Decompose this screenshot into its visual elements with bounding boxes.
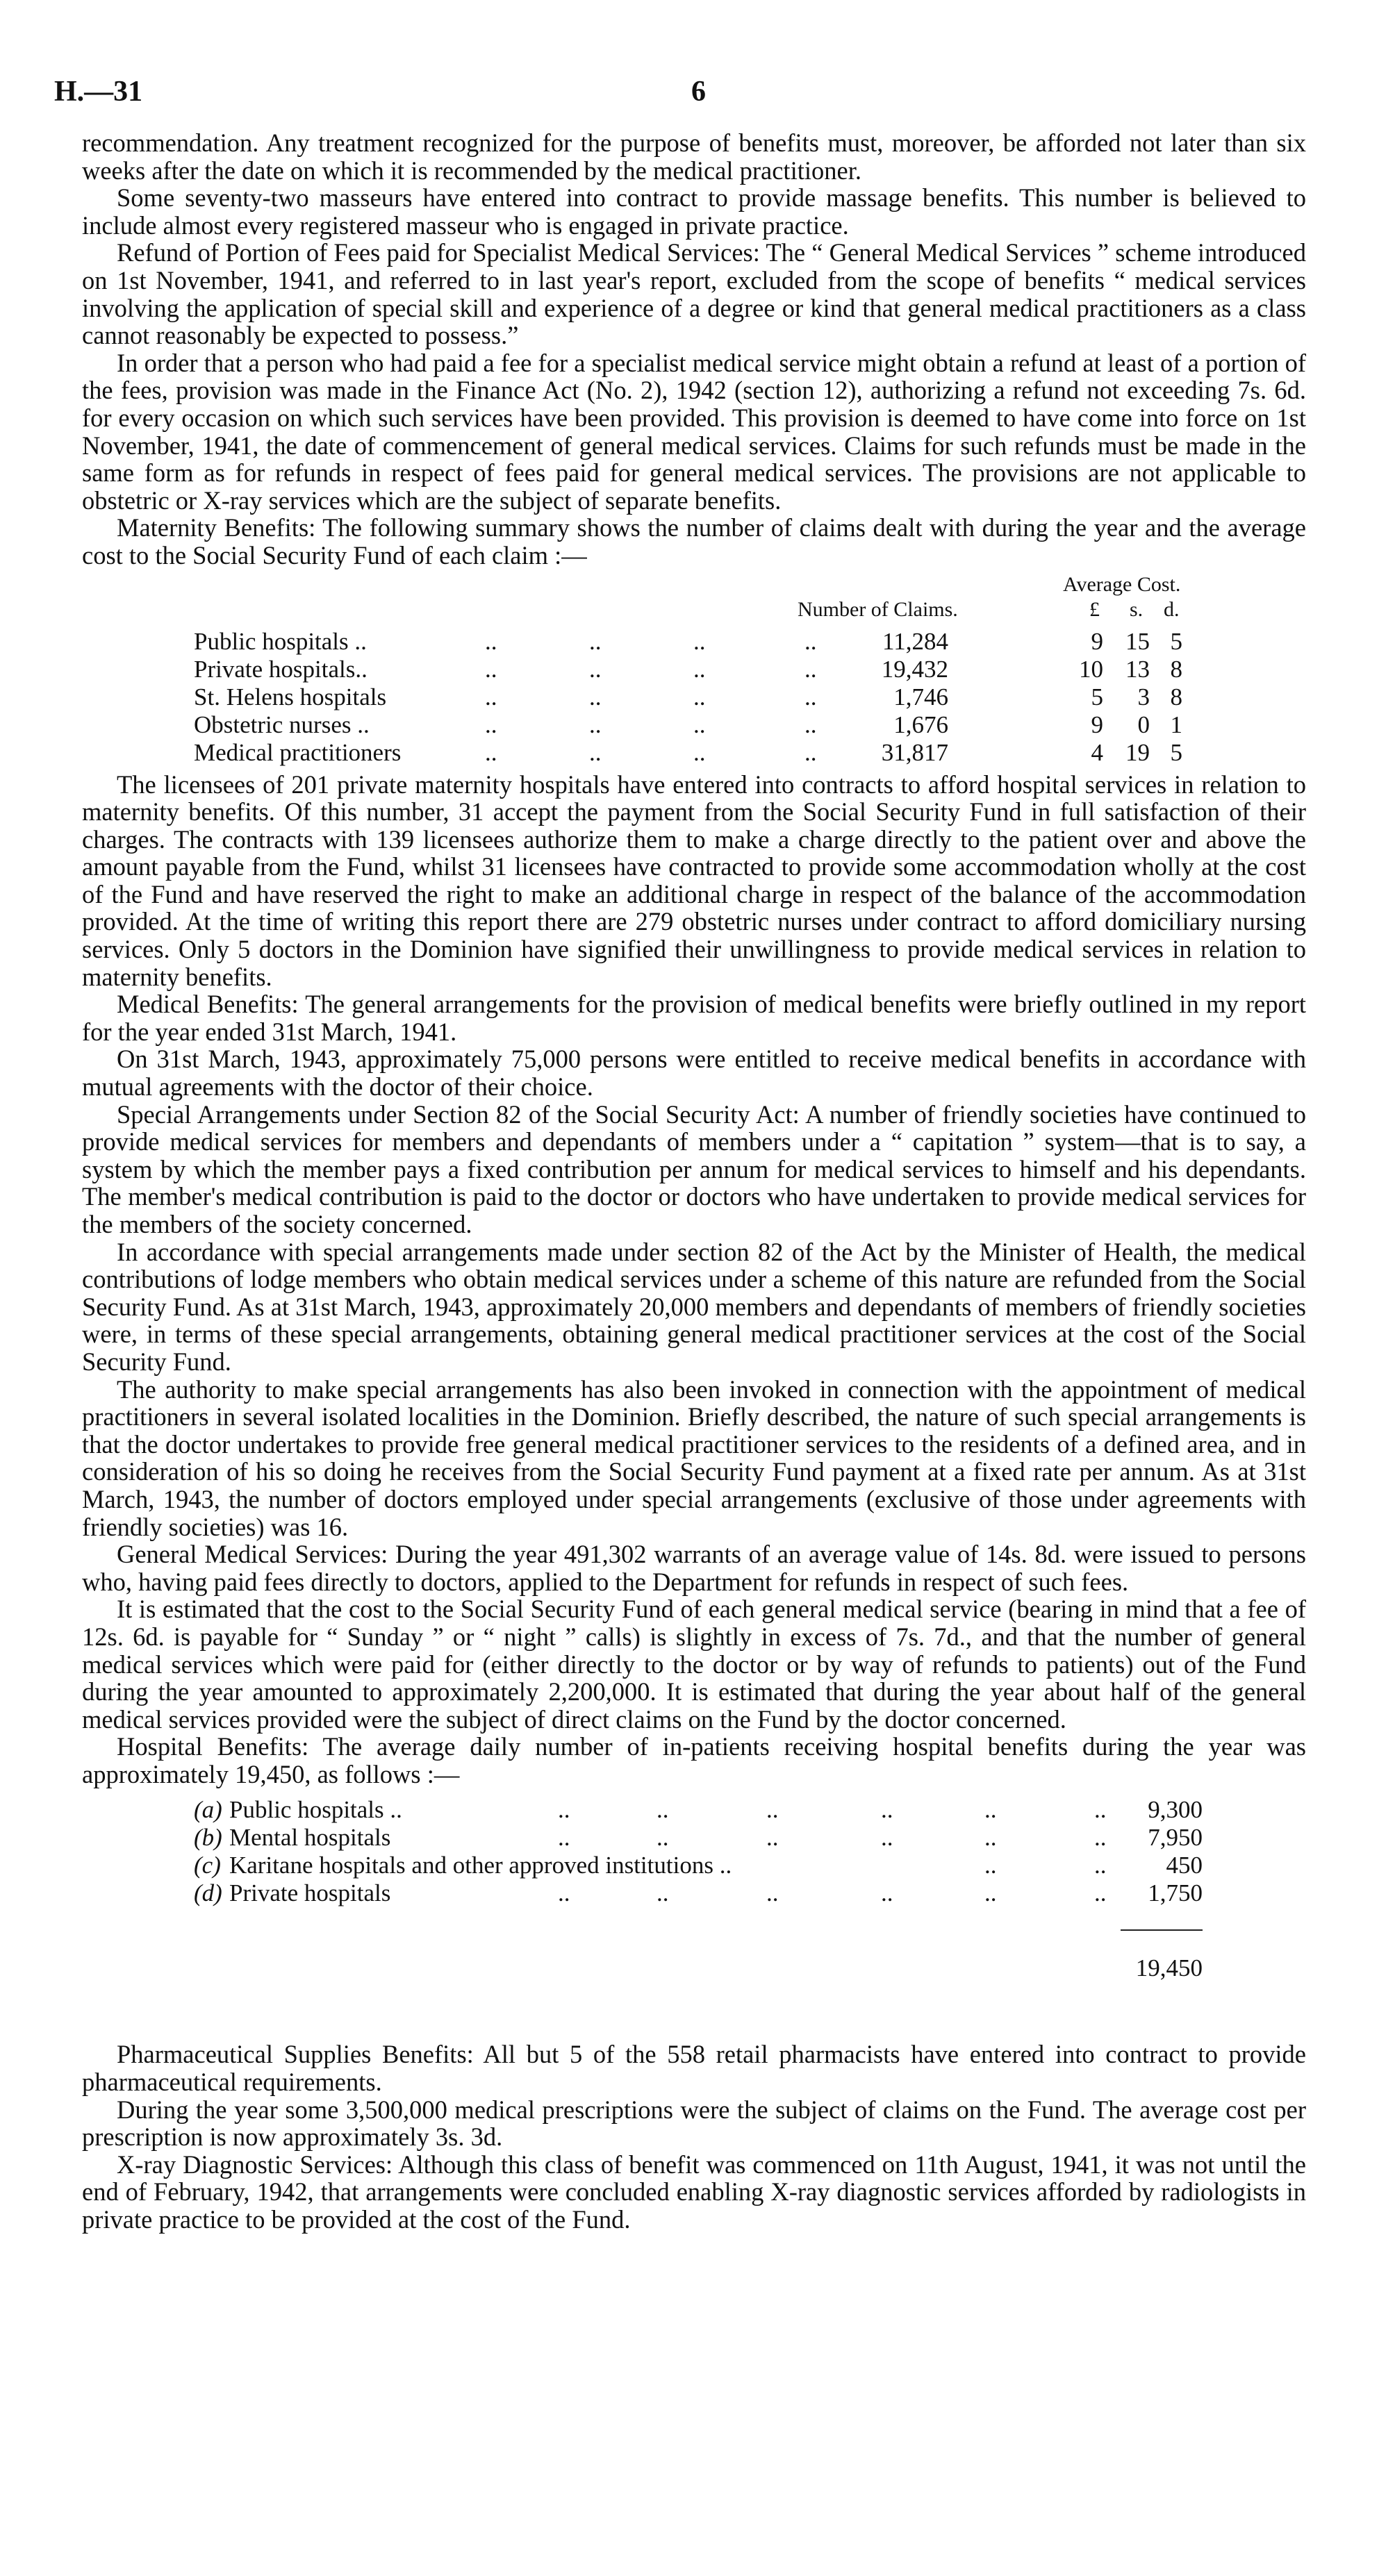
column-header-pence: d. xyxy=(1164,597,1180,621)
claims-count: 1,746 xyxy=(893,683,948,711)
leader-dots: .. xyxy=(558,1824,570,1852)
leader-dots: .. xyxy=(485,683,497,711)
section-pharmaceutical-xray xyxy=(82,2041,1306,2233)
page-number: 6 xyxy=(691,76,706,108)
table-row xyxy=(82,1796,1263,1824)
paragraph: recommendation. Any treatment recognized for the purpose of benefits must, moreover, be afforded not later than six weeks after the date on which it is recommended by the medical practitioner. xyxy=(82,128,1306,185)
claims-count: 31,817 xyxy=(881,738,948,766)
paragraph: The licensees of 201 private maternity hospitals have entered into contracts to afford hospital services in relation to maternity benefits. Of this number, 31 accept the payment from the Social Security Fund in full satisfaction of their charges. The contracts with 139 licensees authorize them to make a charge directly to the patient over and above the amount payable from the Fund, whilst 31 licensees have contracted to provide some accommodation wholly at the cost of the Fund and have reserved the right to make an additional charge in respect of the balance of the accommodation provided. At the time of writing this report there are 279 obstetric nurses under contract to afford domiciliary nursing services. Only 5 doctors in the Dominion have signified their unwillingness to provide medical services in relation to maternity benefits. xyxy=(82,770,1306,991)
cost-pence: 1 xyxy=(1170,711,1182,738)
leader-dots: .. xyxy=(881,1796,893,1824)
page-body xyxy=(82,129,1306,2234)
row-label: Private hospitals xyxy=(229,1879,391,1907)
leader-dots: .. xyxy=(589,627,602,655)
leader-dots: .. xyxy=(589,655,602,683)
paragraph: The authority to make special arrangements has also been invoked in connection with the appointment of medical practitioners in several isolated localities in the Dominion. Briefly described, the nature of such special arrangements is that the doctor undertakes to provide free general medical practitioner services to the residents of a defined area, and in consideration of his so doing he receives from the Social Security Fund payment at a fixed rate per annum. As at 31st March, 1943, the number of doctors employed under special arrangements (exclusive of those under agreements with friendly societies) was 16. xyxy=(82,1374,1306,1541)
row-letter: (c) xyxy=(194,1852,221,1879)
leader-dots: .. xyxy=(804,655,817,683)
paragraph: In accordance with special arrangements made under section 82 of the Act by the Minister of Health, the medical contributions of lodge members who obtain medical services under a scheme of this nature are refunded from the Social Security Fund. As at 31st March, 1943, approximately 20,000 members and dependants of members of friendly societies were, in terms of these special arrangements, obtaining general medical practitioner services at the cost of the Social Security Fund. xyxy=(82,1237,1306,1376)
row-letter: (a) xyxy=(194,1796,222,1824)
table-row xyxy=(82,1852,1263,1879)
leader-dots: .. xyxy=(1094,1796,1107,1824)
row-label: St. Helens hospitals xyxy=(194,683,387,711)
claims-count: 11,284 xyxy=(882,627,948,655)
cost-shillings: 3 xyxy=(1137,683,1150,711)
leader-dots: .. xyxy=(881,1879,893,1907)
total-value: 19,450 xyxy=(1135,1954,1203,1982)
leader-dots: .. xyxy=(558,1879,570,1907)
paragraph: Special Arrangements under Section 82 of the Social Security Act: A number of friendly societies have continued to provide medical services for members and dependants of members under a “ capitation ” system—that is to say, a system by which the member pays a fixed contribution per annum for medical services to himself and his dependants. The member's medical contribution is paid to the doctor or doctors who have undertaken to provide medical services for the members of the society concerned. xyxy=(82,1099,1306,1238)
leader-dots: .. xyxy=(485,711,497,738)
table-row xyxy=(82,1879,1263,1907)
leader-dots: .. xyxy=(804,738,817,766)
leader-dots: .. xyxy=(1094,1824,1107,1852)
leader-dots: .. xyxy=(657,1824,669,1852)
column-header-shillings: s. xyxy=(1130,597,1144,621)
leader-dots: .. xyxy=(1094,1879,1107,1907)
table-row xyxy=(82,683,1263,711)
row-letter: (b) xyxy=(194,1824,222,1852)
cost-shillings: 0 xyxy=(1137,711,1150,738)
row-value: 1,750 xyxy=(1148,1879,1203,1907)
paragraph: Maternity Benefits: The following summary shows the number of claims dealt with during the year and the average cost to the Social Security Fund of each claim :— xyxy=(82,513,1306,570)
column-header-pounds: £ xyxy=(1089,597,1100,621)
column-header-claims: Number of Claims. xyxy=(798,597,958,621)
row-label: Public hospitals .. xyxy=(194,627,367,655)
row-label: Public hospitals .. xyxy=(229,1796,402,1824)
cost-pence: 5 xyxy=(1170,627,1182,655)
row-label: Private hospitals.. xyxy=(194,655,368,683)
leader-dots: .. xyxy=(485,738,497,766)
column-header-average-cost: Average Cost. xyxy=(1063,572,1181,596)
leader-dots: .. xyxy=(804,711,817,738)
leader-dots: .. xyxy=(804,627,817,655)
leader-dots: .. xyxy=(589,683,602,711)
leader-dots: .. xyxy=(693,655,706,683)
table-row xyxy=(82,739,1263,767)
leader-dots: .. xyxy=(693,627,706,655)
cost-pounds: 10 xyxy=(1079,655,1103,683)
paragraph: Hospital Benefits: The average daily number of in-patients receiving hospital benefits during the year was approximately 19,450, as follows :— xyxy=(82,1732,1306,1788)
cost-pounds: 5 xyxy=(1091,683,1103,711)
table-row xyxy=(82,711,1263,739)
cost-shillings: 15 xyxy=(1125,627,1150,655)
row-label: Medical practitioners xyxy=(194,738,402,766)
paragraph: Pharmaceutical Supplies Benefits: All but 5 of the 558 retail pharmacists have entered into contract to provide pharmaceutical requirements. xyxy=(82,2040,1306,2097)
paragraph: It is estimated that the cost to the Social Security Fund of each general medical service (bearing in mind that a fee of 12s. 6d. is payable for “ Sunday ” or “ night ” calls) is slightly in excess of 7s. 7d., and that the number of general medical services which were paid for (either directly to the doctor or by way of refunds to patients) out of the Fund during the year amounted to approximately 2,200,000. It is estimated that during the year about half of the general medical services provided were the subject of direct claims on the Fund by the doctor concerned. xyxy=(82,1595,1306,1734)
table-row xyxy=(82,1824,1263,1852)
paragraph: On 31st March, 1943, approximately 75,000 persons were entitled to receive medical benefits in accordance with mutual agreements with the doctor of their choice. xyxy=(82,1045,1306,1102)
leader-dots: .. xyxy=(766,1879,779,1907)
hospital-inpatients-table xyxy=(82,1790,1306,2034)
row-letter: (d) xyxy=(194,1879,222,1907)
section-maternity-medical xyxy=(82,771,1306,1788)
leader-dots: .. xyxy=(1094,1852,1107,1879)
claims-count: 19,432 xyxy=(881,655,948,683)
leader-dots: .. xyxy=(984,1852,997,1879)
leader-dots: .. xyxy=(589,738,602,766)
leader-dots: .. xyxy=(589,711,602,738)
paragraph: Some seventy-two masseurs have entered into contract to provide massage benefits. This number is believed to include almost every registered masseur who is engaged in private practice. xyxy=(82,183,1306,240)
paragraph: During the year some 3,500,000 medical prescriptions were the subject of claims on the Fund. The average cost per prescription is now approximately 3s. 3d. xyxy=(82,2095,1306,2152)
paragraph: In order that a person who had paid a fee for a specialist medical service might obtain a refund at least of a portion of the fees, provision was made in the Finance Act (No. 2), 1942 (section 12), authorizing a refund not exceeding 7s. 6d. for every occasion on which such services have been provided. This provision is deemed to have come into force on 1st November, 1941, the date of commencement of general medical services. Claims for such refunds must be made in the same form as for refunds in respect of fees paid for general medical services. The provisions are not applicable to obstetric or X-ray services which are the subject of separate benefits. xyxy=(82,348,1306,515)
report-code: H.—31 xyxy=(54,76,143,108)
cost-pence: 8 xyxy=(1170,683,1182,711)
cost-shillings: 13 xyxy=(1125,655,1150,683)
leader-dots: .. xyxy=(693,738,706,766)
leader-dots: .. xyxy=(657,1796,669,1824)
leader-dots: .. xyxy=(766,1796,779,1824)
paragraph: Medical Benefits: The general arrangements for the provision of medical benefits were briefly outlined in my report for the year ended 31st March, 1941. xyxy=(82,990,1306,1046)
row-label: Obstetric nurses .. xyxy=(194,711,370,738)
row-value: 450 xyxy=(1166,1852,1203,1879)
leader-dots: .. xyxy=(804,683,817,711)
table-row xyxy=(82,656,1263,683)
maternity-claims-table xyxy=(82,574,1306,768)
leader-dots: .. xyxy=(984,1824,997,1852)
leader-dots: .. xyxy=(558,1796,570,1824)
cost-pence: 5 xyxy=(1170,738,1182,766)
leader-dots: .. xyxy=(984,1879,997,1907)
cost-shillings: 19 xyxy=(1125,738,1150,766)
leader-dots: .. xyxy=(693,683,706,711)
paragraph: X-ray Diagnostic Services: Although this class of benefit was commenced on 11th August, 1941, it was not until the end of February, 1942, that arrangements were concluded enabling X-ray diagnostic services afforded by radiologists in private practice to be provided at the cost of the Fund. xyxy=(82,2150,1306,2234)
leader-dots: .. xyxy=(984,1796,997,1824)
leader-dots: .. xyxy=(766,1824,779,1852)
row-label: Mental hospitals xyxy=(229,1824,391,1852)
section-intro xyxy=(82,129,1306,570)
cost-pounds: 9 xyxy=(1091,711,1103,738)
leader-dots: .. xyxy=(485,655,497,683)
row-value: 9,300 xyxy=(1148,1796,1203,1824)
paragraph: Refund of Portion of Fees paid for Specialist Medical Services: The “ General Medical Services ” scheme introduced on 1st November, 1941, and referred to in last year's report, excluded from the scope of benefits “ medical services involving the application of special skill and experience of a degree or kind that general medical practitioners as a class cannot reasonably be expected to possess.” xyxy=(82,238,1306,350)
leader-dots: .. xyxy=(693,711,706,738)
table-row xyxy=(82,628,1263,656)
leader-dots: .. xyxy=(881,1824,893,1852)
cost-pounds: 4 xyxy=(1091,738,1103,766)
leader-dots: .. xyxy=(657,1879,669,1907)
total-rule xyxy=(1121,1929,1203,1931)
cost-pence: 8 xyxy=(1170,655,1182,683)
paragraph: General Medical Services: During the year 491,302 warrants of an average value of 14s. 8d. were issued to persons who, having paid fees directly to doctors, applied to the Department for refunds in respect of such fees. xyxy=(82,1540,1306,1596)
leader-dots: .. xyxy=(485,627,497,655)
cost-pounds: 9 xyxy=(1091,627,1103,655)
row-label: Karitane hospitals and other approved institutions .. xyxy=(229,1852,732,1879)
claims-count: 1,676 xyxy=(893,711,948,738)
row-value: 7,950 xyxy=(1148,1824,1203,1852)
